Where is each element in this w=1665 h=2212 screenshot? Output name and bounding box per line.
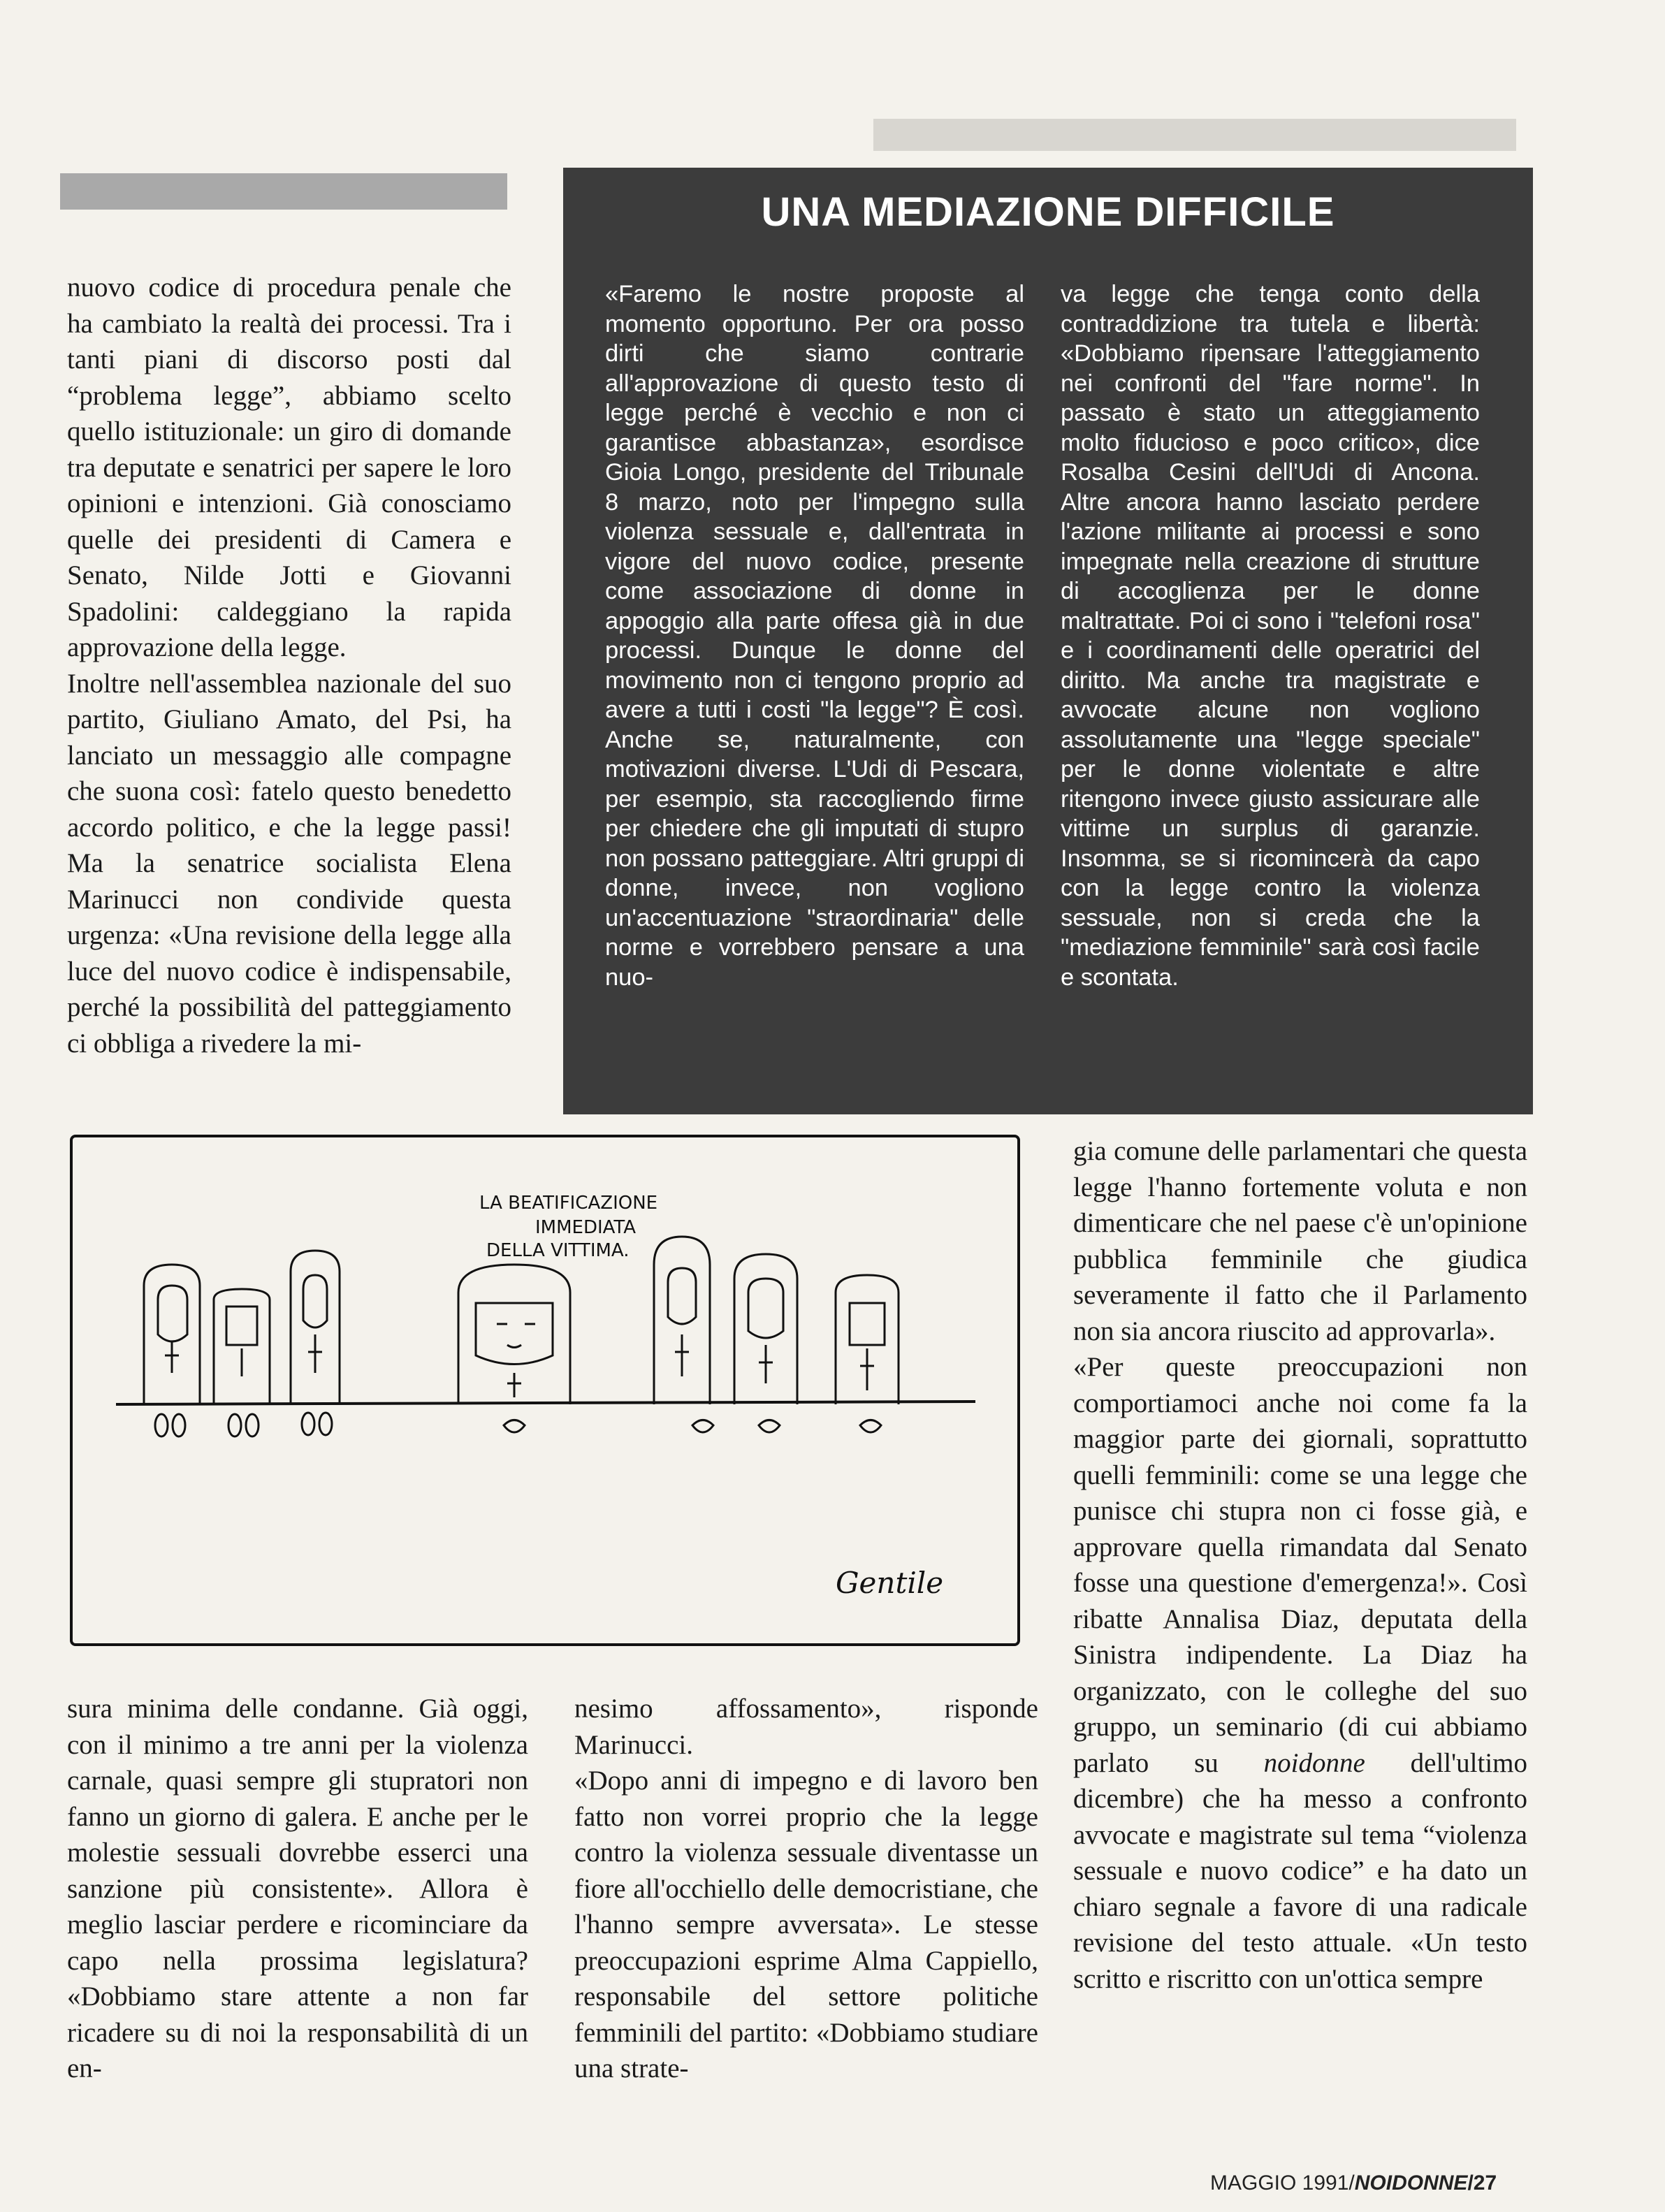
- faded-section-header: [873, 119, 1516, 151]
- article-column-2-bottom: [574, 1691, 1038, 2087]
- magazine-name: noidonne: [1263, 1747, 1365, 1778]
- cartoon-caption: IMMEDIATA: [535, 1217, 637, 1238]
- nun-figure: [836, 1275, 899, 1404]
- footer-date: MAGGIO 1991/: [1210, 2171, 1355, 2195]
- article-column-1-bottom: [67, 1691, 528, 2087]
- victim-figure: [458, 1265, 570, 1404]
- cartoon-caption: LA BEATIFICAZIONE: [479, 1193, 658, 1214]
- sidebar-box: [563, 168, 1533, 1114]
- nun-figure: [291, 1251, 340, 1404]
- page-number: /27: [1467, 2171, 1497, 2195]
- article-paragraph: [1073, 1349, 1527, 1997]
- sidebar-column-1: «Faremo le nostre proposte al momento opportuno. Per ora posso dirti che siamo contrarie all'approvazione di questo testo di legge perché è vecchio e non ci garantisce abbastanza», esordisce Gioia Longo, presidente del Tribunale 8 marzo, noto per l'impegno sulla violenza sessuale e, dall'entrata in vigore del nuovo codice, presente come associazione di donne in appoggio alla parte offesa già in due processi. Dunque le donne del movimento non ci tengono proprio ad avere a tutti i costi "la legge"? È così. Anche se, naturalmente, con motivazioni diverse. L'Udi di Pescara, per esempio, sta raccogliendo firme per chiedere che gli imputati di stupro non possano patteggiare. Altri gruppi di donne, invece, non vogliono un'accentuazione "straordinaria" delle norme e vorrebbero pensare a una nuo-: [605, 281, 1024, 991]
- cartoon-caption: DELLA VITTIMA.: [486, 1240, 630, 1261]
- article-paragraph: nuovo codice di procedura penale che ha cambiato la realtà dei processi. Tra i tanti piani di discorso posti dal “problema legge”, abbiamo scelto quello istituzionale: un giro di domande tra deputate e senatrici per sapere le loro opinioni e intenzioni. Già conosciamo quelle dei presidenti di Camera e Senato, Nilde Jotti e Giovanni Spadolini: caldeggiano la rapida approvazione della legge.: [67, 272, 511, 662]
- section-rule-bar: [60, 173, 507, 210]
- article-paragraph: nesimo affossamento», risponde Marinucci.: [574, 1694, 1038, 1760]
- nun-figure: [654, 1237, 710, 1404]
- nun-figure: [144, 1265, 200, 1404]
- article-paragraph: «Dopo anni di impegno e di lavoro ben fatto non vorrei proprio che la legge contro la violenza sessuale diventasse un fiore all'occhiello delle democristiane, che l'hanno sempre avversata». Le stesse preoccupazioni esprime Alma Cappiello, responsabile del settore politiche femminili del partito: «Dobbiamo studiare una strate-: [574, 1766, 1038, 2083]
- cartoon-illustration: [67, 1132, 1023, 1649]
- article-text: «Per queste preoccupazioni non comportiamoci anche noi come fa la maggior parte dei giornali, soprattutto quelli femminili: come se una legge che punisce chi stupra non ci fosse già, e approvare quella rimandata dal Senato fosse una questione d'emergenza!». Così ribatte Annalisa Diaz, deputata della Sinistra indipendente. La Diaz ha organizzato, con le colleghe del suo gruppo, un seminario (di cui abbiamo parlato su: [1073, 1352, 1527, 1778]
- article-column-1-top: [67, 270, 511, 1061]
- article-paragraph: Inoltre nell'assemblea nazionale del suo partito, Giuliano Amato, del Psi, ha lanciato un messaggio alle compagne che suona così: fatelo questo benedetto accordo politico, e che la legge passi! Ma la senatrice socialista Elena Marinucci non condivide questa urgenza: «Una revisione della legge alla luce del nuovo codice è indispensabile, perché la possibilità del patteggiamento ci obbliga a rivedere la mi-: [67, 668, 511, 1058]
- article-paragraph: sura minima delle condanne. Già oggi, con il minimo a tre anni per la violenza carnale, quasi sempre gli stupratori non fanno un giorno di galera. E anche per le molestie sessuali dovrebbe esserci una sanzione più consistente». Allora è meglio lasciar perdere e ricominciare da capo nella prossima legislatura? «Dobbiamo stare attente a non far ricadere su di noi la responsabilità di un en-: [67, 1694, 528, 2083]
- article-paragraph: gia comune delle parlamentari che questa legge l'hanno fortemente voluta e non dimenticare che nel paese c'è un'opinione pubblica femminile che giudica severamente il fatto che il Parlamento non sia ancora riuscito ad approvarla».: [1073, 1136, 1527, 1346]
- page-footer: [1210, 2171, 1497, 2195]
- article-column-3: [1073, 1133, 1527, 1997]
- cartoon-signature: Gentile: [836, 1566, 944, 1600]
- nun-figure: [214, 1289, 270, 1404]
- nun-figure: [734, 1254, 797, 1404]
- sidebar-title: UNA MEDIAZIONE DIFFICILE: [761, 189, 1335, 235]
- sidebar-column-2: va legge che tenga conto della contraddizione tra tutela e libertà: «Dobbiamo ripensare l'atteggiamento nei confronti del "fare norme". In passato è stato un atteggiamento molto fiducioso e poco critico», dice Rosalba Cesini dell'Udi di Ancona. Altre ancora hanno lasciato perdere l'azione militante ai processi e sono impegnate nella creazione di strutture di accoglienza per le donne maltrattate. Poi ci sono i "telefoni rosa" e i coordinamenti delle operatrici del diritto. Ma anche tra magistrate e avvocate alcune non vogliono assolutamente una "legge speciale" per le donne violentate e altre ritengono invece giusto assicurare alle vittime un surplus di garanzie. Insomma, se si ricomincerà da capo con la legge contro la violenza sessuale, non si creda che la "mediazione femminile" sarà così facile e scontata.: [1061, 281, 1480, 991]
- hands-row: [155, 1413, 881, 1436]
- article-text: dell'ultimo dicembre) che ha messo a confronto avvocate e magistrate sul tema “violenza sessuale e nuovo codice” e ha dato un chiaro segnale a favore di una radicale revisione del testo attuale. «Un testo scritto e riscritto con un'ottica sempre: [1073, 1747, 1527, 1994]
- footer-magazine: NOIDONNE: [1354, 2171, 1468, 2195]
